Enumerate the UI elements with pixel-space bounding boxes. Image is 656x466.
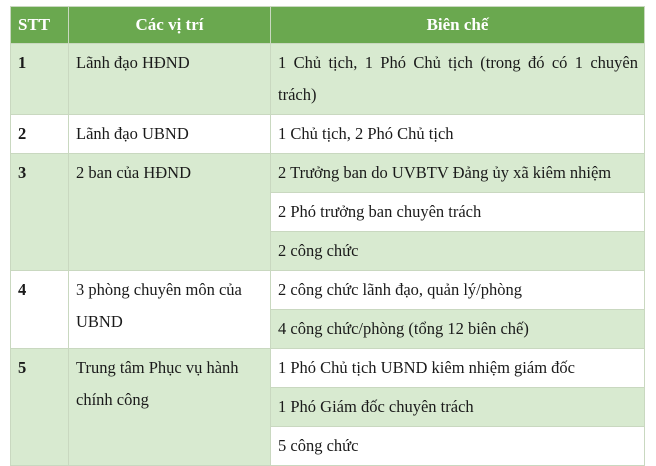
row-staffing: 2 công chức [271, 232, 645, 271]
table-row [11, 349, 645, 388]
row-stt: 4 [11, 271, 69, 349]
row-stt: 3 [11, 154, 69, 271]
table-row [11, 44, 645, 115]
header-staffing: Biên chế [271, 7, 645, 44]
table-row [11, 154, 645, 193]
row-staffing: 2 công chức lãnh đạo, quản lý/phòng [271, 271, 645, 310]
staffing-table-container [10, 6, 644, 466]
row-staffing: 1 Phó Chủ tịch UBND kiêm nhiệm giám đốc [271, 349, 645, 388]
row-staffing: 2 Phó trưởng ban chuyên trách [271, 193, 645, 232]
row-staffing: 1 Phó Giám đốc chuyên trách [271, 388, 645, 427]
row-staffing: 2 Trưởng ban do UVBTV Đảng ủy xã kiêm nhiệm [271, 154, 645, 193]
header-position: Các vị trí [69, 7, 271, 44]
staffing-table [10, 6, 645, 466]
row-stt: 5 [11, 349, 69, 466]
row-position: Lãnh đạo UBND [69, 115, 271, 154]
row-position: Lãnh đạo HĐND [69, 44, 271, 115]
row-position: 2 ban của HĐND [69, 154, 271, 271]
row-position: 3 phòng chuyên môn của UBND [69, 271, 271, 349]
row-position: Trung tâm Phục vụ hành chính công [69, 349, 271, 466]
row-stt: 1 [11, 44, 69, 115]
row-staffing: 5 công chức [271, 427, 645, 466]
row-staffing: 1 Chủ tịch, 2 Phó Chủ tịch [271, 115, 645, 154]
table-row [11, 271, 645, 310]
header-stt: STT [11, 7, 69, 44]
row-staffing: 1 Chủ tịch, 1 Phó Chủ tịch (trong đó có 1 chuyên trách) [271, 44, 645, 115]
row-staffing: 4 công chức/phòng (tổng 12 biên chế) [271, 310, 645, 349]
table-row [11, 115, 645, 154]
table-header-row [11, 7, 645, 44]
row-stt: 2 [11, 115, 69, 154]
